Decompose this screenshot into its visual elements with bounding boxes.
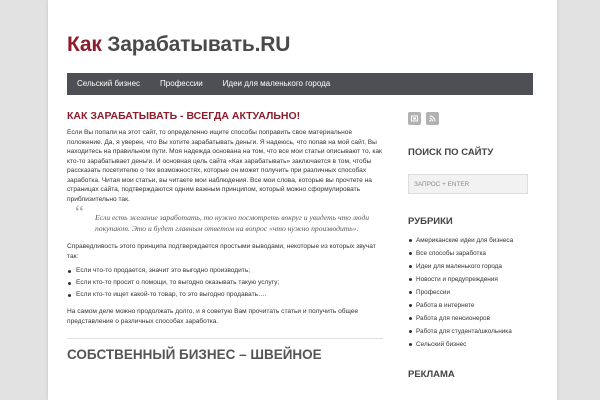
quote-icon: “	[75, 202, 84, 224]
category-link[interactable]: Все способы заработка	[408, 247, 536, 260]
site-title[interactable]	[67, 33, 290, 57]
list-item: Если что-то продается, значит это выгодно производить;	[67, 265, 383, 277]
blockquote	[67, 202, 383, 234]
ads-widget-title: РЕКЛАМА	[408, 369, 455, 380]
category-link[interactable]: Профессии	[408, 286, 536, 299]
next-post-title[interactable]: СОБСТВЕННЫЙ БИЗНЕС – ШВЕЙНОЕ	[67, 347, 322, 362]
category-link[interactable]: Новости и предупреждения	[408, 273, 536, 286]
nav-item-rural-business[interactable]: Сельский бизнес	[77, 79, 141, 88]
page-container	[48, 0, 557, 400]
nav-item-small-town-ideas[interactable]: Идеи для маленького города	[222, 79, 331, 88]
post-intro: Если Вы попали на этот сайт, то определенно ищите способы поправить свое материальное положение. Да, я уверен, что Вы хотите зарабатывать деньги. Я надеюсь, что попав на мой сайт, Вы находитесь на правильном пути. Моя надежда основана на том, что все мои статьи описывают то, как кто-то зарабатывает деньги. И основная цель сайта «Как зарабатывать» заключается в том, чтобы рассказать посетителю о тех возможностях, которые он может получить при различных способах заработка. Читая мои статьи, вы читаете мои наблюдения. Все мои слова, которые вы прочтете на страницах сайта, подтверждаются одним важным принципом, который можно сформулировать приблизительно так.	[67, 129, 382, 203]
post-justice: Справедливость этого принципа подтверждается простыми выводами, некоторые из которых звучат так:	[67, 243, 376, 260]
post-title[interactable]: КАК ЗАРАБАТЫВАТЬ - ВСЕГДА АКТУАЛЬНО!	[67, 110, 301, 122]
nav-item-professions[interactable]: Профессии	[160, 79, 203, 88]
categories-list	[408, 234, 536, 351]
list-item: Если кто-то ищет какой-то товар, то это выгодно продавать….	[67, 289, 383, 301]
main-navigation	[67, 73, 533, 95]
search-input[interactable]: ЗАПРОС + ENTER	[408, 174, 528, 194]
list-item: Если кто-то просит о помощи, то выгодно оказывать такую услугу;	[67, 277, 383, 289]
quote-text: Если есть желание заработать, то нужно посмотреть вокруг и увидеть что люди покупают. Это и будет главным ответом на вопрос «что нужно производить».	[95, 213, 370, 233]
post-bullet-list	[67, 265, 383, 301]
social-links	[408, 112, 536, 125]
category-link[interactable]: Американские идеи для бизнеса	[408, 234, 536, 247]
site-title-accent: Как	[67, 33, 102, 56]
rss-icon[interactable]	[426, 112, 439, 125]
main-content	[67, 110, 383, 362]
mail-icon[interactable]	[408, 112, 421, 125]
category-link[interactable]: Работа в интернете	[408, 299, 536, 312]
search-widget-title: ПОИСК ПО САЙТУ	[408, 147, 494, 158]
post-outro: На самом деле можно продолжать долго, и я советую Вам прочитать статьи и получить общее представление о различных способах заработка.	[67, 308, 359, 325]
sidebar	[408, 110, 536, 380]
category-link[interactable]: Работа для студента/школьника	[408, 325, 536, 338]
post-divider	[67, 338, 383, 339]
category-link[interactable]: Работа для пенсионеров	[408, 312, 536, 325]
categories-widget-title: РУБРИКИ	[408, 216, 453, 227]
site-title-rest: Зарабатывать.RU	[101, 33, 291, 56]
category-link[interactable]: Сельский бизнес	[408, 338, 536, 351]
category-link[interactable]: Идеи для маленького города	[408, 260, 536, 273]
